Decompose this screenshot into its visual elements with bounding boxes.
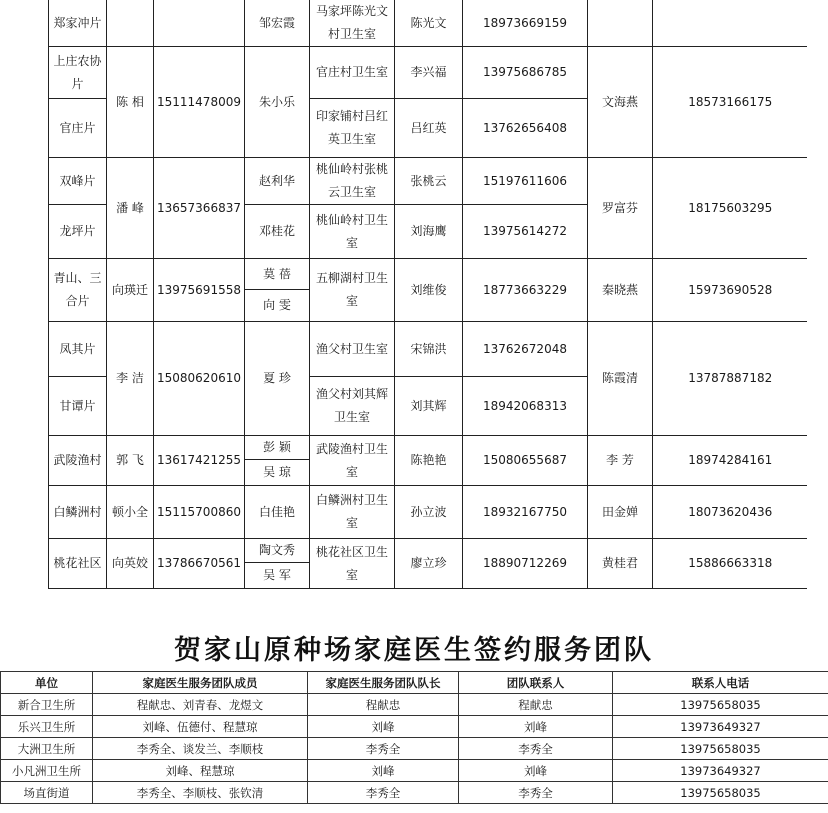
contact-cell: 黄桂君 — [587, 539, 652, 589]
members-cell: 李秀全、谈发兰、李顺枝 — [93, 738, 308, 760]
table-row — [1, 782, 828, 804]
contact-cell: 程献忠 — [459, 694, 613, 716]
lead-cell: 潘 峰 — [107, 158, 154, 259]
contact-phone-cell: 18974284161 — [652, 436, 807, 486]
column-header: 团队联系人 — [459, 672, 613, 694]
table-row — [49, 158, 808, 205]
vd-phone-cell: 18890712269 — [462, 539, 587, 589]
contact-cell: 陈霞清 — [587, 322, 652, 436]
doctor-cell: 向 雯 — [244, 290, 309, 322]
unit-cell: 新合卫生所 — [1, 694, 93, 716]
clinic-cell: 五柳湖村卫生室 — [309, 259, 394, 322]
table-row — [49, 436, 808, 460]
vd-phone-cell: 18773663229 — [462, 259, 587, 322]
lead-cell: 向英姣 — [107, 539, 154, 589]
clinic-cell: 桃花社区卫生室 — [309, 539, 394, 589]
vd-phone-cell: 13975686785 — [462, 47, 587, 99]
table-row — [49, 0, 808, 47]
lead-cell: 陈 相 — [107, 47, 154, 158]
unit-cell: 场直街道 — [1, 782, 93, 804]
header-row — [1, 672, 828, 694]
unit-cell: 乐兴卫生所 — [1, 716, 93, 738]
doctor-cell: 邹宏霞 — [244, 0, 309, 47]
contact-phone-cell: 18573166175 — [652, 47, 807, 158]
clinic-cell: 白鳞洲村卫生室 — [309, 486, 394, 539]
contact-cell: 李秀全 — [459, 782, 613, 804]
area-cell: 上庄农协片 — [49, 47, 107, 99]
doctor-cell: 莫 蓓 — [244, 259, 309, 290]
contact-cell: 李 芳 — [587, 436, 652, 486]
area-cell: 武陵渔村 — [49, 436, 107, 486]
doctor-cell: 陶文秀 — [244, 539, 309, 563]
village-doctor-cell: 陈艳艳 — [394, 436, 462, 486]
captain-cell: 刘峰 — [308, 716, 459, 738]
village-doctor-cell: 陈光文 — [394, 0, 462, 47]
table-row — [1, 716, 828, 738]
area-cell: 白鳞洲村 — [49, 486, 107, 539]
village-doctor-cell: 张桃云 — [394, 158, 462, 205]
village-doctor-cell: 李兴福 — [394, 47, 462, 99]
column-header: 单位 — [1, 672, 93, 694]
vd-phone-cell: 13762656408 — [462, 99, 587, 158]
doctor-cell: 夏 珍 — [244, 322, 309, 436]
doctor-cell: 彭 颖 — [244, 436, 309, 460]
area-cell: 桃花社区 — [49, 539, 107, 589]
vd-phone-cell: 15080655687 — [462, 436, 587, 486]
area-cell: 凤其片 — [49, 322, 107, 377]
upper-team-table — [48, 0, 807, 589]
village-doctor-cell: 刘海鹰 — [394, 205, 462, 259]
contact-phone-cell: 18073620436 — [652, 486, 807, 539]
phone-cell: 13973649327 — [613, 716, 828, 738]
contact-cell — [587, 0, 652, 47]
lead-phone-cell: 15080620610 — [154, 322, 245, 436]
village-doctor-cell: 宋锦洪 — [394, 322, 462, 377]
contact-cell: 文海燕 — [587, 47, 652, 158]
captain-cell: 李秀全 — [308, 782, 459, 804]
doctor-cell: 邓桂花 — [244, 205, 309, 259]
contact-cell: 罗富芬 — [587, 158, 652, 259]
members-cell: 刘峰、程慧琼 — [93, 760, 308, 782]
clinic-cell: 官庄村卫生室 — [309, 47, 394, 99]
area-cell: 郑家冲片 — [49, 0, 107, 47]
area-cell: 青山、三合片 — [49, 259, 107, 322]
doctor-cell: 朱小乐 — [244, 47, 309, 158]
vd-phone-cell: 13762672048 — [462, 322, 587, 377]
lead-phone-cell: 13657366837 — [154, 158, 245, 259]
contact-cell: 秦晓燕 — [587, 259, 652, 322]
lead-cell: 顿小全 — [107, 486, 154, 539]
village-doctor-cell: 孙立波 — [394, 486, 462, 539]
phone-cell: 13975658035 — [613, 738, 828, 760]
table-row — [49, 259, 808, 290]
clinic-cell: 马家坪陈光文村卫生室 — [309, 0, 394, 47]
captain-cell: 刘峰 — [308, 760, 459, 782]
table-row — [49, 539, 808, 563]
table-row — [49, 486, 808, 539]
lead-cell: 李 洁 — [107, 322, 154, 436]
phone-cell: 13975658035 — [613, 694, 828, 716]
clinic-cell: 印家铺村吕红英卫生室 — [309, 99, 394, 158]
lead-phone-cell: 15115700860 — [154, 486, 245, 539]
doctor-cell: 赵利华 — [244, 158, 309, 205]
contact-phone-cell: 15886663318 — [652, 539, 807, 589]
clinic-cell: 渔父村卫生室 — [309, 322, 394, 377]
lead-phone-cell: 13617421255 — [154, 436, 245, 486]
page-title: 贺家山原种场家庭医生签约服务团队 — [174, 635, 654, 666]
lower-team-table — [0, 671, 828, 804]
phone-cell: 13973649327 — [613, 760, 828, 782]
unit-cell: 大洲卫生所 — [1, 738, 93, 760]
lead-phone-cell: 13786670561 — [154, 539, 245, 589]
lead-cell: 郭 飞 — [107, 436, 154, 486]
contact-cell: 刘峰 — [459, 760, 613, 782]
column-header: 联系人电话 — [613, 672, 828, 694]
contact-phone-cell: 18175603295 — [652, 158, 807, 259]
contact-phone-cell — [652, 0, 807, 47]
vd-phone-cell: 18973669159 — [462, 0, 587, 47]
area-cell: 双峰片 — [49, 158, 107, 205]
table-row — [1, 738, 828, 760]
members-cell: 刘峰、伍德付、程慧琼 — [93, 716, 308, 738]
table-row — [49, 47, 808, 99]
table-row — [1, 760, 828, 782]
contact-cell: 田金婵 — [587, 486, 652, 539]
vd-phone-cell: 13975614272 — [462, 205, 587, 259]
contact-phone-cell: 13787887182 — [652, 322, 807, 436]
captain-cell: 李秀全 — [308, 738, 459, 760]
lead-phone-cell — [154, 0, 245, 47]
area-cell: 官庄片 — [49, 99, 107, 158]
column-header: 家庭医生服务团队成员 — [93, 672, 308, 694]
clinic-cell: 渔父村刘其辉卫生室 — [309, 377, 394, 436]
column-header: 家庭医生服务团队队长 — [308, 672, 459, 694]
vd-phone-cell: 18932167750 — [462, 486, 587, 539]
doctor-cell: 白佳艳 — [244, 486, 309, 539]
village-doctor-cell: 廖立珍 — [394, 539, 462, 589]
vd-phone-cell: 18942068313 — [462, 377, 587, 436]
village-doctor-cell: 刘维俊 — [394, 259, 462, 322]
table-row — [1, 694, 828, 716]
vd-phone-cell: 15197611606 — [462, 158, 587, 205]
area-cell: 甘谭片 — [49, 377, 107, 436]
clinic-cell: 武陵渔村卫生室 — [309, 436, 394, 486]
unit-cell: 小凡洲卫生所 — [1, 760, 93, 782]
lead-cell: 向瑛迁 — [107, 259, 154, 322]
lead-phone-cell: 13975691558 — [154, 259, 245, 322]
members-cell: 程献忠、刘青春、龙煜文 — [93, 694, 308, 716]
table-row — [49, 322, 808, 377]
lead-phone-cell: 15111478009 — [154, 47, 245, 158]
area-cell: 龙坪片 — [49, 205, 107, 259]
contact-cell: 刘峰 — [459, 716, 613, 738]
contact-cell: 李秀全 — [459, 738, 613, 760]
clinic-cell: 桃仙岭村张桃云卫生室 — [309, 158, 394, 205]
doctor-cell: 吴 琼 — [244, 460, 309, 486]
village-doctor-cell: 吕红英 — [394, 99, 462, 158]
village-doctor-cell: 刘其辉 — [394, 377, 462, 436]
members-cell: 李秀全、李顺枝、张钦清 — [93, 782, 308, 804]
lead-cell — [107, 0, 154, 47]
clinic-cell: 桃仙岭村卫生室 — [309, 205, 394, 259]
doctor-cell: 吴 军 — [244, 563, 309, 589]
contact-phone-cell: 15973690528 — [652, 259, 807, 322]
captain-cell: 程献忠 — [308, 694, 459, 716]
phone-cell: 13975658035 — [613, 782, 828, 804]
